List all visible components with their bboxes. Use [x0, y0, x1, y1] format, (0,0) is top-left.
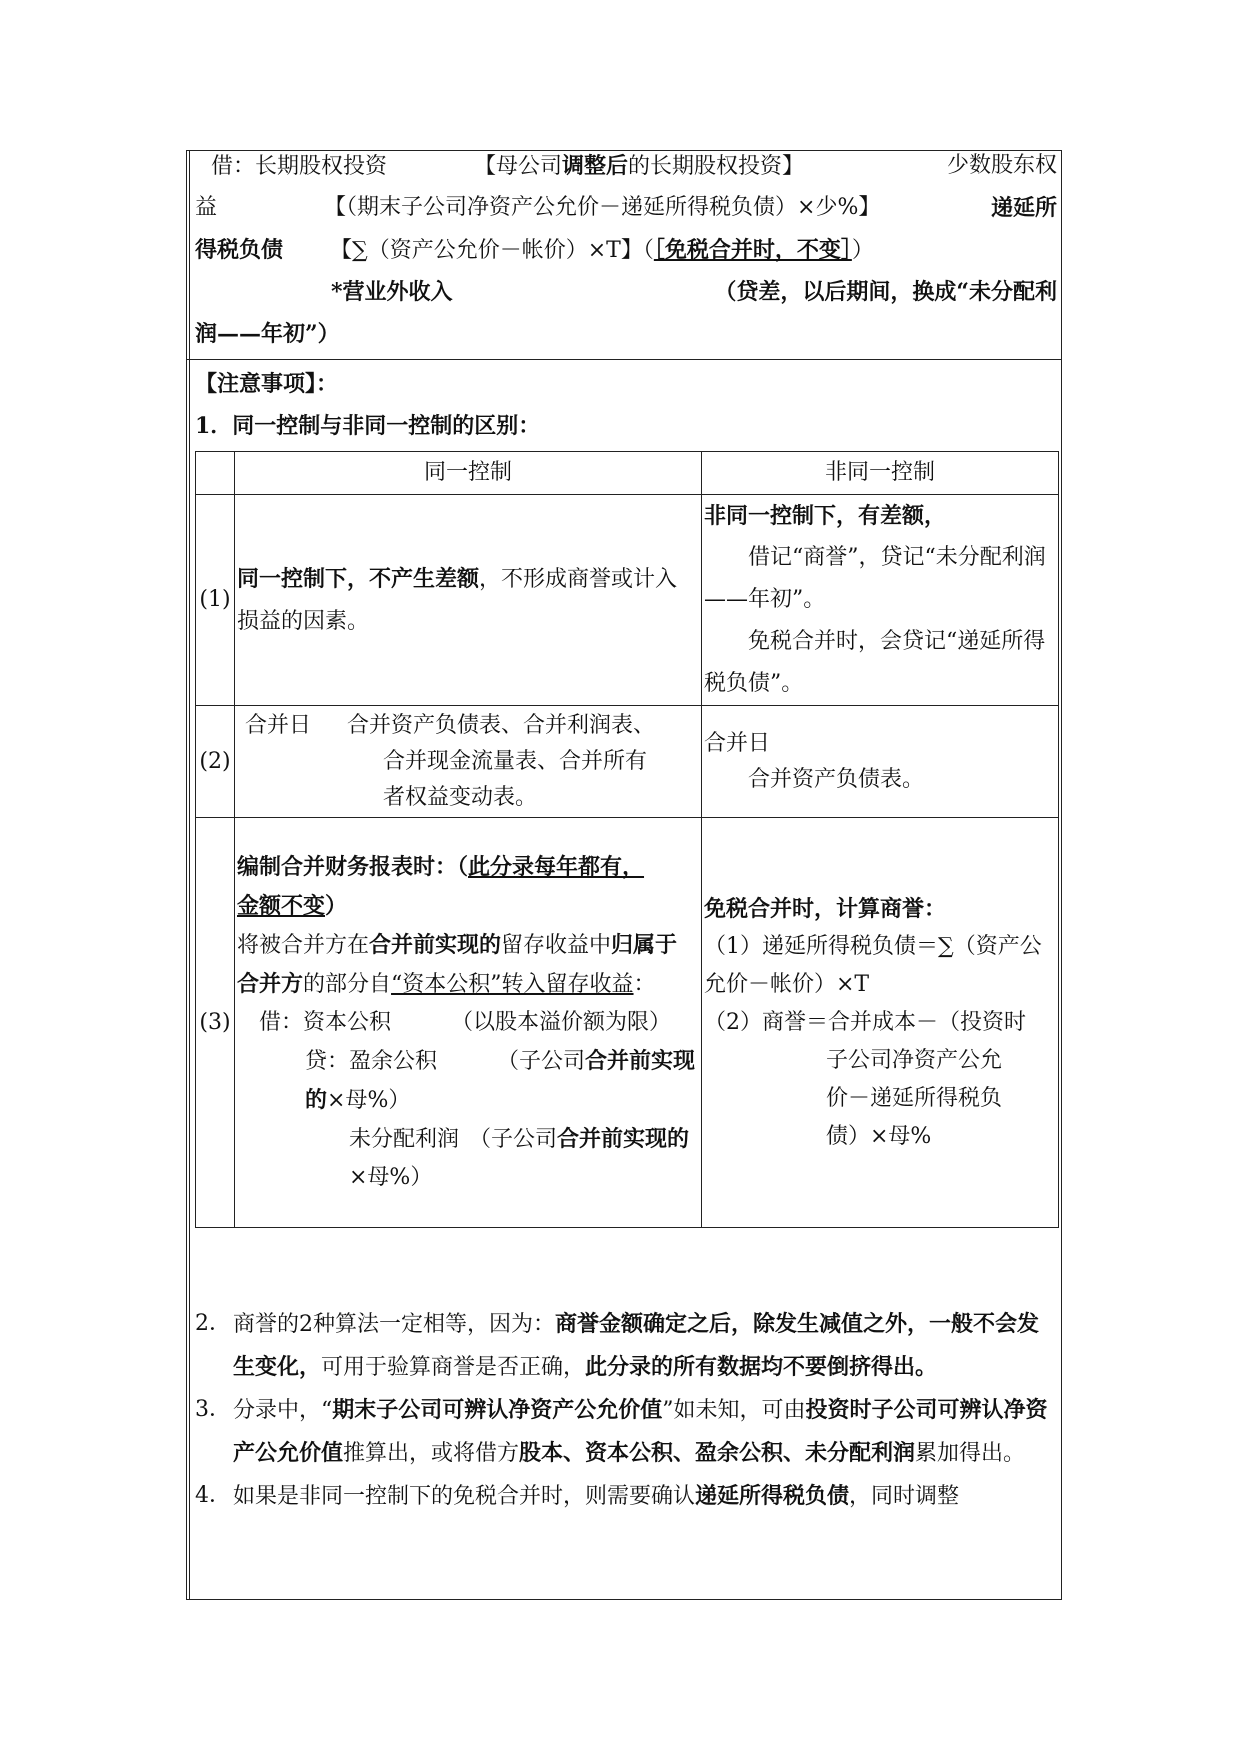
- item-1-title: 1．同一控制与非同一控制的区别：: [195, 413, 541, 439]
- row1-non-same-control: 非同一控制下，有差额， 借记“商誉”，贷记“未分配利润——年初”。 免税合并时，会贷记“递延所得税负债”。: [702, 495, 1059, 706]
- col-header-same-control: 同一控制: [235, 452, 702, 495]
- row-index: (3): [196, 818, 235, 1228]
- entry-line-4: *营业外收入 （贷差，以后期间，换成“未分配利: [331, 279, 1057, 305]
- note-number: 2．: [195, 1311, 231, 1336]
- document-page: [186, 150, 1062, 1600]
- table-row: [196, 818, 1059, 1228]
- note-item: [195, 1475, 1057, 1518]
- note-item: [195, 1303, 1057, 1389]
- row1-same-control: 同一控制下，不产生差额，不形成商誉或计入损益的因素。: [235, 495, 702, 706]
- row3-non-same-control: 免税合并时，计算商誉： （1）递延所得税负债＝∑（资产公允价－帐价）×T （2）商誉＝合并成本－（投资时 子公司净资产公允 价－递延所得税负 债）×母%: [702, 818, 1059, 1228]
- row2-non-same-control: 合并日 合并资产负债表。: [702, 706, 1059, 818]
- entry-line-1: 借：长期股权投资 【母公司调整后的长期股权投资】 少数股东权: [195, 145, 1057, 188]
- notes-list: [195, 1303, 1057, 1518]
- note-item: [195, 1389, 1057, 1475]
- note-text: 分录中，“期末子公司可辨认净资产公允价值”如未知，可由投资时子公司可辨认净资产公允价值推算出，或将借方股本、资本公积、盈余公积、未分配利润累加得出。: [233, 1397, 1048, 1466]
- note-text: 商誉的2种算法一定相等，因为：商誉金额确定之后，除发生减值之外，一般不会发生变化，可用于验算商誉是否正确，此分录的所有数据均不要倒挤得出。: [233, 1311, 1040, 1380]
- col-header-non-same-control: 非同一控制: [702, 452, 1059, 495]
- note-text: 如果是非同一控制下的免税合并时，则需要确认递延所得税负债，同时调整: [233, 1483, 960, 1509]
- row-index: (1): [196, 495, 235, 706]
- row3-same-control: 编制合并财务报表时：（此分录每年都有， 金额不变） 将被合并方在合并前实现的留存收益中归属于合并方的部分自“资本公积”转入留存收益： 借：资本公积 （以股本溢价额为限） 贷：盈余公积 （子公司合并前实现的×母%） 未分配利润 （子公司合并前实现的×母%）: [235, 818, 702, 1228]
- table-row: [196, 495, 1059, 706]
- entry-line-5: 润——年初”）: [195, 321, 340, 347]
- table-header-row: [196, 452, 1059, 495]
- entry-line-2: 益 【（期末子公司净资产公允价－递延所得税负债）×少%】 递延所: [195, 195, 1057, 221]
- page-margin-line: [189, 150, 190, 1600]
- divider: [187, 359, 1061, 360]
- note-number: 3．: [195, 1397, 231, 1422]
- notes-header: 【注意事项】：: [195, 371, 339, 397]
- debit-long-term-investment: 借：长期股权投资: [211, 154, 388, 179]
- row2-same-control: 合并日 合并资产负债表、合并利润表、 合并现金流量表、合并所有 者权益变动表。: [235, 706, 702, 818]
- entry-line-3: 得税负债 【∑（资产公允价－帐价）×T】（［免税合并时，不变］）: [195, 237, 874, 263]
- row-index: (2): [196, 706, 235, 818]
- comparison-table: [195, 451, 1059, 1228]
- table-row: [196, 706, 1059, 818]
- note-number: 4．: [195, 1483, 231, 1508]
